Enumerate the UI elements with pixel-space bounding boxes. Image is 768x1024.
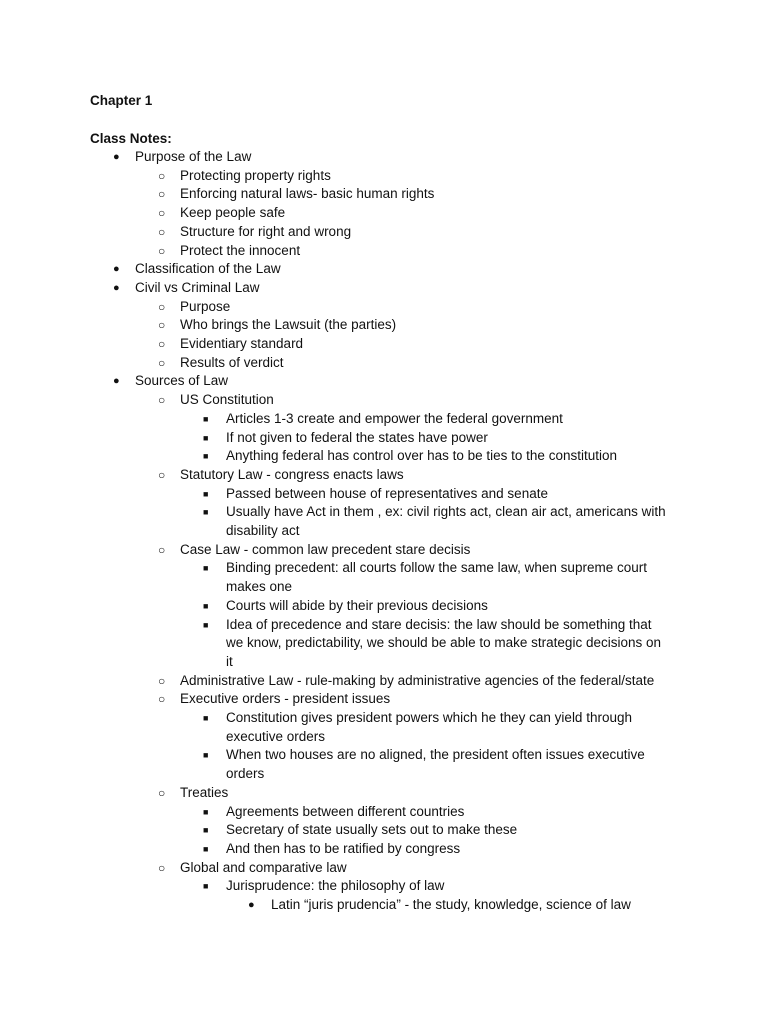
list-item-text: Latin “juris prudencia” - the study, knowledge, science of law <box>271 897 631 912</box>
list-item-continuation: it <box>226 653 233 669</box>
bullet-level-3-icon: ■ <box>203 806 209 817</box>
list-item-text: Secretary of state usually sets out to make these <box>226 822 518 838</box>
list-item-text: Jurisprudence: the philosophy of law <box>226 878 445 894</box>
bullet-level-3-icon: ■ <box>203 451 209 462</box>
bullet-level-2-icon: ○ <box>158 393 166 408</box>
bullet-level-2-icon: ○ <box>158 355 166 370</box>
bullet-level-2-icon: ○ <box>158 673 166 688</box>
bullet-level-4-icon: ● <box>248 899 255 911</box>
list-item-text: Who brings the Lawsuit (the parties) <box>180 317 397 333</box>
bullet-level-3-icon: ■ <box>203 507 209 518</box>
bullet-level-1-icon: ● <box>113 375 120 388</box>
list-item-text: Classification of the Law <box>135 261 281 277</box>
bullet-level-3-icon: ■ <box>203 843 209 854</box>
bullet-level-1-icon: ● <box>113 151 120 163</box>
list-item-text: Evidentiary standard <box>180 336 304 351</box>
list-item-text: When two houses are no aligned, the president often issues executive <box>226 747 645 763</box>
bullet-level-2-icon: ○ <box>158 168 166 183</box>
list-item-continuation: makes one <box>226 579 293 595</box>
bullet-level-2-icon: ○ <box>158 467 166 482</box>
bullet-level-2-icon: ○ <box>158 542 166 557</box>
list-item-text: Executive orders - president issues <box>180 691 391 707</box>
list-item-text: Passed between house of representatives and senate <box>226 485 548 501</box>
bullet-level-2-icon: ○ <box>158 206 166 221</box>
list-item-text: US Constitution <box>180 392 274 408</box>
list-item-text: Global and comparative law <box>180 859 347 875</box>
list-item-text: Sources of Law <box>135 373 229 389</box>
bullet-level-1-icon: ● <box>113 263 120 276</box>
bullet-level-3-icon: ■ <box>203 825 209 836</box>
list-item-text: If not given to federal the states have power <box>226 429 488 445</box>
bullet-level-3-icon: ■ <box>203 563 209 574</box>
list-item-text: Treaties <box>180 784 229 800</box>
list-item-text: Statutory Law - congress enacts laws <box>180 466 404 482</box>
list-item-text: Usually have Act in them , ex: civil rights act, clean air act, americans with <box>226 504 666 520</box>
bullet-level-3-icon: ■ <box>203 750 209 761</box>
section-title: Class Notes: <box>90 131 172 146</box>
list-item-continuation: disability act <box>226 523 300 538</box>
bullet-level-2-icon: ○ <box>158 243 166 258</box>
bullet-level-1-icon: ● <box>113 281 120 294</box>
list-item-continuation: executive orders <box>226 728 326 744</box>
bullet-level-3-icon: ■ <box>203 600 209 611</box>
bullet-level-2-icon: ○ <box>158 860 166 875</box>
bullet-level-2-icon: ○ <box>158 692 166 707</box>
list-item-text: Constitution gives president powers which he they can yield through <box>226 710 632 725</box>
bullet-level-3-icon: ■ <box>203 619 209 630</box>
bullet-level-2-icon: ○ <box>158 187 166 202</box>
list-item-text: Courts will abide by their previous decisions <box>226 597 488 613</box>
list-item-text: Purpose of the Law <box>135 149 252 164</box>
list-item-text: Anything federal has control over has to be ties to the constitution <box>226 448 617 464</box>
list-item-text: And then has to be ratified by congress <box>226 840 461 856</box>
bullet-level-2-icon: ○ <box>158 299 166 314</box>
bullet-level-3-icon: ■ <box>203 488 209 499</box>
list-item-text: Protect the innocent <box>180 242 301 258</box>
list-item-text: Case Law - common law precedent stare decisis <box>180 541 471 557</box>
bullet-level-2-icon: ○ <box>158 318 166 333</box>
bullet-level-3-icon: ■ <box>203 413 209 424</box>
bullet-level-3-icon: ■ <box>203 713 209 723</box>
bullet-level-2-icon: ○ <box>158 224 166 239</box>
list-item-text: Enforcing natural laws- basic human rights <box>180 186 435 202</box>
list-item-text: Administrative Law - rule-making by administrative agencies of the federal/state <box>180 672 655 688</box>
bullet-level-3-icon: ■ <box>203 881 209 892</box>
bullet-level-3-icon: ■ <box>203 432 209 443</box>
list-item-text: Protecting property rights <box>180 167 331 183</box>
list-item-continuation: orders <box>226 766 265 782</box>
list-item-text: Binding precedent: all courts follow the same law, when supreme court <box>226 560 647 576</box>
list-item-continuation: we know, predictability, we should be able to make strategic decisions on <box>226 635 661 651</box>
bullet-level-2-icon: ○ <box>158 785 166 800</box>
list-item-text: Agreements between different countries <box>226 803 465 819</box>
list-item-text: Keep people safe <box>180 205 286 221</box>
list-item-text: Idea of precedence and stare decisis: the law should be something that <box>226 616 652 632</box>
list-item-text: Purpose <box>180 298 231 314</box>
chapter-title: Chapter 1 <box>90 93 153 108</box>
list-item-text: Articles 1-3 create and empower the federal government <box>226 410 563 426</box>
list-item-text: Results of verdict <box>180 354 284 370</box>
list-item-text: Structure for right and wrong <box>180 223 352 239</box>
list-item-text: Civil vs Criminal Law <box>135 279 260 295</box>
bullet-level-2-icon: ○ <box>158 337 166 351</box>
